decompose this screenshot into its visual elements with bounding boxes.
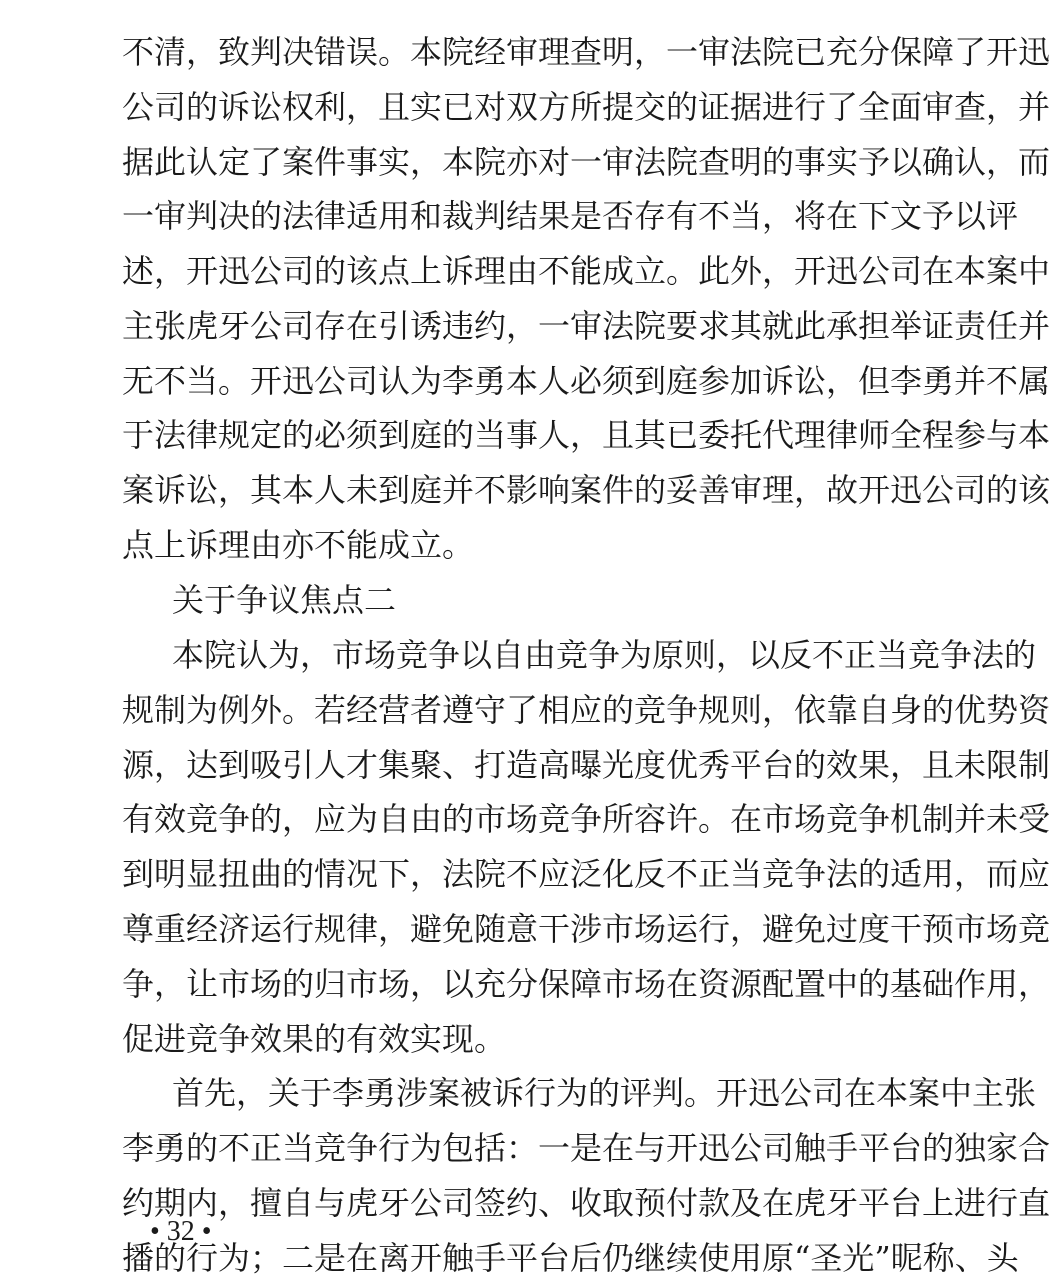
text-line: 源，达到吸引人才集聚、打造高曝光度优秀平台的效果，且未限制 xyxy=(122,746,1050,784)
text-line: 李勇的不正当竞争行为包括：一是在与开迅公司触手平台的独家合 xyxy=(122,1129,1050,1167)
text-line: 促进竞争效果的有效实现。 xyxy=(122,1020,507,1058)
text-line: 播的行为；二是在离开触手平台后仍继续使用原“圣光”昵称、头 xyxy=(122,1239,1019,1277)
text-line: 尊重经济运行规律，避免随意干涉市场运行，避免过度干预市场竞 xyxy=(122,910,1050,948)
text-line: 到明显扭曲的情况下，法院不应泛化反不正当竞争法的适用，而应 xyxy=(122,855,1050,893)
text-line: 争，让市场的归市场，以充分保障市场在资源配置中的基础作用， xyxy=(122,965,1050,1003)
text-line: 一审判决的法律适用和裁判结果是否存有不当，将在下文予以评 xyxy=(122,197,1019,235)
text-line: 约期内，擅自与虎牙公司签约、收取预付款及在虎牙平台上进行直 xyxy=(122,1184,1050,1222)
text-line: 点上诉理由亦不能成立。 xyxy=(122,526,475,564)
text-line: 公司的诉讼权利，且实已对双方所提交的证据进行了全面审查，并 xyxy=(122,88,1050,126)
text-line: 有效竞争的，应为自由的市场竞争所容许。在市场竞争机制并未受 xyxy=(122,800,1050,838)
text-line: 于法律规定的必须到庭的当事人，且其已委托代理律师全程参与本 xyxy=(122,416,1050,454)
text-line: 主张虎牙公司存在引诱违约，一审法院要求其就此承担举证责任并 xyxy=(122,307,1050,345)
text-line: 述，开迅公司的该点上诉理由不能成立。此外，开迅公司在本案中 xyxy=(122,252,1050,290)
text-line: 规制为例外。若经营者遵守了相应的竞争规则，依靠自身的优势资 xyxy=(122,691,1050,729)
paragraph-first-line: 首先，关于李勇涉案被诉行为的评判。开迅公司在本案中主张 xyxy=(172,1074,1037,1112)
text-line: 据此认定了案件事实，本院亦对一审法院查明的事实予以确认，而 xyxy=(122,143,1050,181)
page-number: • 32 • xyxy=(150,1216,212,1247)
section-heading: 关于争议焦点二 xyxy=(172,581,397,619)
text-line: 无不当。开迅公司认为李勇本人必须到庭参加诉讼，但李勇并不属 xyxy=(122,362,1050,400)
paragraph-first-line: 本院认为，市场竞争以自由竞争为原则，以反不正当竞争法的 xyxy=(172,636,1037,674)
text-line: 案诉讼，其本人未到庭并不影响案件的妥善审理，故开迅公司的该 xyxy=(122,471,1050,509)
text-line: 不清，致判决错误。本院经审理查明，一审法院已充分保障了开迅 xyxy=(122,33,1050,71)
